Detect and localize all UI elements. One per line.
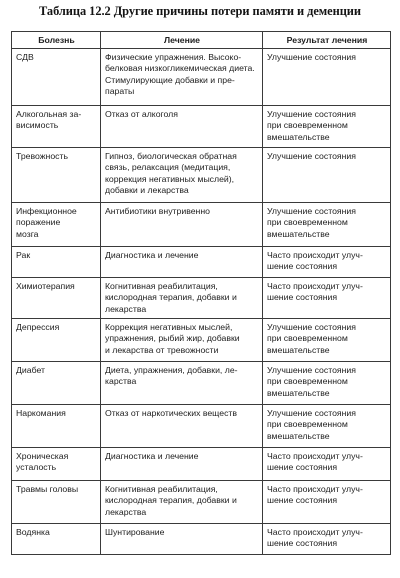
table-row [12,481,391,524]
treatment-cell: Когнитивная реабилитация, кислородная терапия, добавки и лекарства [101,278,263,319]
result-cell: Улучшение состояния [263,148,391,203]
table-row [12,448,391,481]
treatment-cell: Гипноз, биологическая обратная связь, релаксация (медитация, коррекция негативных мыслей), добавки и лекарства [101,148,263,203]
table-row [12,319,391,362]
treatment-cell: Физические упражнения. Высоко- белковая низкогликемическая диета. Стимулирующие добавки и пре- параты [101,49,263,106]
disease-cell: Рак [12,247,101,278]
disease-cell: Водянка [12,524,101,555]
disease-cell: Травмы головы [12,481,101,524]
table-caption: Таблица 12.2 Другие причины потери памяти и деменции [39,4,361,18]
disease-cell: Инфекционное поражение мозга [12,203,101,247]
table-row [12,203,391,247]
treatment-cell: Отказ от наркотических веществ [101,405,263,448]
table-header-row [12,32,391,49]
result-cell: Улучшение состояния при своевременном вмешательстве [263,319,391,362]
disease-cell: Диабет [12,362,101,405]
result-cell: Часто происходит улуч- шение состояния [263,247,391,278]
result-cell: Улучшение состояния при своевременном вмешательстве [263,405,391,448]
treatment-cell: Шунтирование [101,524,263,555]
disease-cell: Наркомания [12,405,101,448]
result-cell: Улучшение состояния [263,49,391,106]
table-row [12,148,391,203]
result-cell: Часто происходит улуч- шение состояния [263,481,391,524]
treatment-cell: Когнитивная реабилитация, кислородная терапия, добавки и лекарства [101,481,263,524]
treatment-cell: Диагностика и лечение [101,247,263,278]
table-row [12,524,391,555]
disease-cell: Химиотерапия [12,278,101,319]
result-cell: Часто происходит улуч- шение состояния [263,524,391,555]
result-cell: Улучшение состояния при своевременном вмешательстве [263,106,391,148]
result-cell: Часто происходит улуч- шение состояния [263,278,391,319]
disease-cell: Тревожность [12,148,101,203]
disease-cell: Хроническая усталость [12,448,101,481]
table-row [12,247,391,278]
column-header-disease: Болезнь [12,32,101,49]
column-header-treatment: Лечение [101,32,263,49]
treatment-cell: Антибиотики внутривенно [101,203,263,247]
table-row [12,278,391,319]
treatment-table [11,31,391,555]
disease-cell: СДВ [12,49,101,106]
treatment-cell: Коррекция негативных мыслей, упражнения, рыбий жир, добавки и лекарства от тревожности [101,319,263,362]
disease-cell: Депрессия [12,319,101,362]
result-cell: Часто происходит улуч- шение состояния [263,448,391,481]
treatment-cell: Отказ от алкоголя [101,106,263,148]
table-row [12,405,391,448]
table-row [12,106,391,148]
table-row [12,49,391,106]
result-cell: Улучшение состояния при своевременном вмешательстве [263,203,391,247]
disease-cell: Алкогольная за- висимость [12,106,101,148]
column-header-result: Результат лечения [263,32,391,49]
treatment-cell: Диагностика и лечение [101,448,263,481]
table-row [12,362,391,405]
result-cell: Улучшение состояния при своевременном вмешательстве [263,362,391,405]
treatment-cell: Диета, упражнения, добавки, ле- карства [101,362,263,405]
